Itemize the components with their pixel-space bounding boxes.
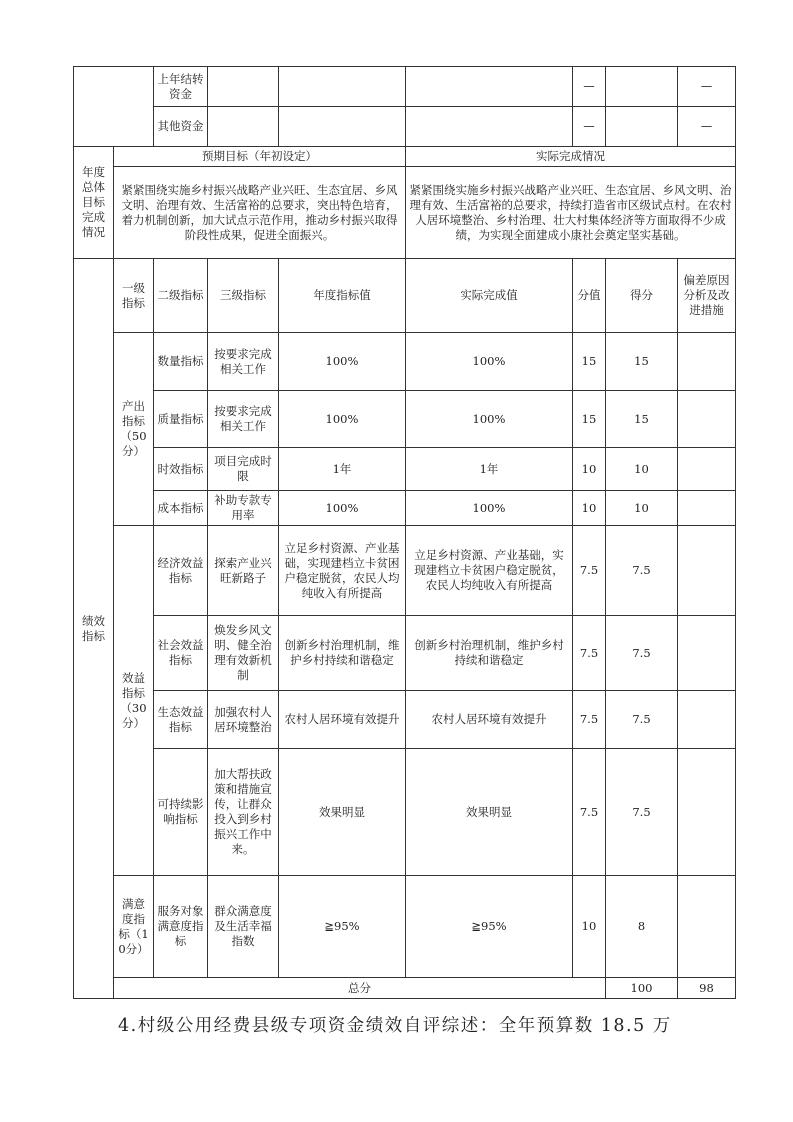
level2-cell: 服务对象满意度指标 (154, 876, 208, 978)
deviation-cell (678, 333, 736, 391)
score-cell: 7.5 (606, 526, 678, 616)
level2-cell: 质量指标 (154, 391, 208, 448)
header-actual: 实际完成值 (406, 259, 573, 333)
deviation-cell (678, 876, 736, 978)
total-label: 总分 (114, 978, 606, 999)
score-cell: 15 (606, 391, 678, 448)
table-row (74, 691, 736, 749)
level3-cell: 加大帮扶政策和措施宣传，让群众投入到乡村振兴工作中来。 (208, 749, 279, 876)
expected-goal-header: 预期目标（年初设定） (114, 147, 406, 167)
score-cell: 15 (606, 333, 678, 391)
deviation-cell (678, 691, 736, 749)
deviation-cell (678, 526, 736, 616)
level3-cell: 补助专款专用率 (208, 491, 279, 526)
score-dash: — (573, 67, 606, 107)
target-cell: ≧95% (279, 876, 406, 978)
actual-cell: 效果明显 (406, 749, 573, 876)
deviation-cell (678, 616, 736, 691)
level2-cell: 成本指标 (154, 491, 208, 526)
target-cell: 农村人居环境有效提升 (279, 691, 406, 749)
target-cell: 100% (279, 391, 406, 448)
level3-cell: 群众满意度及生活幸福指数 (208, 876, 279, 978)
weight-cell: 15 (573, 333, 606, 391)
total-weight: 100 (606, 978, 678, 999)
actual-cell: ≧95% (406, 876, 573, 978)
table-row (74, 491, 736, 526)
actual-cell: 创新乡村治理机制，维护乡村持续和谐稳定 (406, 616, 573, 691)
table-row (74, 333, 736, 391)
level3-cell: 按要求完成相关工作 (208, 333, 279, 391)
goals-content-row (74, 167, 736, 259)
empty-cell (406, 107, 573, 147)
indicator-header-row (74, 259, 736, 333)
score-cell: 7.5 (606, 616, 678, 691)
score-cell: 8 (606, 876, 678, 978)
actual-cell: 立足乡村资源、产业基础，实现建档立卡贫困户稳定脱贫，农民人均纯收入有所提高 (406, 526, 573, 616)
target-cell: 1年 (279, 448, 406, 491)
table-row (74, 448, 736, 491)
level3-cell: 焕发乡风文明、健全治理有效新机制 (208, 616, 279, 691)
score-cell: 7.5 (606, 691, 678, 749)
target-cell: 100% (279, 491, 406, 526)
actual-cell: 1年 (406, 448, 573, 491)
weight-cell: 7.5 (573, 616, 606, 691)
level2-cell: 社会效益指标 (154, 616, 208, 691)
level1-output: 产出指标（50分） (114, 333, 154, 526)
table-row (74, 391, 736, 448)
empty-cell (279, 67, 406, 107)
level2-cell: 经济效益指标 (154, 526, 208, 616)
deviation-cell (678, 749, 736, 876)
target-cell: 立足乡村资源、产业基础，实现建档立卡贫困户稳定脱贫，农民人均纯收入有所提高 (279, 526, 406, 616)
target-cell: 100% (279, 333, 406, 391)
level1-satisfaction: 满意度指标（10分） (114, 876, 154, 978)
score-dash: — (573, 107, 606, 147)
table-row (74, 749, 736, 876)
funding-row-other (74, 107, 736, 147)
empty-cell (74, 67, 154, 147)
score-cell: 7.5 (606, 749, 678, 876)
actual-goal-text: 紧紧围绕实施乡村振兴战略产业兴旺、生态宜居、乡风文明、治理有效、生活富裕的总要求，持续打造省市区级试点村。在农村人居环境整治、乡村治理、壮大村集体经济等方面取得不少成绩，为实现全面建成小康社会奠定坚实基础。 (406, 167, 736, 259)
score-cell: 10 (606, 448, 678, 491)
empty-cell (208, 107, 279, 147)
deviation-cell (678, 448, 736, 491)
empty-cell (606, 107, 678, 147)
goals-section-label: 年度总体目标完成情况 (74, 147, 114, 259)
table-row (74, 616, 736, 691)
level3-cell: 项目完成时限 (208, 448, 279, 491)
target-cell: 效果明显 (279, 749, 406, 876)
actual-cell: 100% (406, 391, 573, 448)
actual-cell: 农村人居环境有效提升 (406, 691, 573, 749)
weight-cell: 15 (573, 391, 606, 448)
header-score: 得分 (606, 259, 678, 333)
total-score: 98 (678, 978, 736, 999)
actual-cell: 100% (406, 333, 573, 391)
header-deviation: 偏差原因分析及改进措施 (678, 259, 736, 333)
empty-cell (406, 67, 573, 107)
total-row (74, 978, 736, 999)
weight-cell: 10 (573, 491, 606, 526)
weight-cell: 10 (573, 876, 606, 978)
level1-benefit: 效益指标（30分） (114, 526, 154, 876)
performance-section-label: 绩效指标 (74, 259, 114, 999)
weight-cell: 7.5 (573, 749, 606, 876)
header-target: 年度指标值 (279, 259, 406, 333)
level3-cell: 按要求完成相关工作 (208, 391, 279, 448)
header-level2: 二级指标 (154, 259, 208, 333)
header-level1: 一级指标 (114, 259, 154, 333)
deviation-dash: — (678, 107, 736, 147)
weight-cell: 7.5 (573, 691, 606, 749)
level3-cell: 探索产业兴旺新路子 (208, 526, 279, 616)
weight-cell: 7.5 (573, 526, 606, 616)
level2-cell: 可持续影响指标 (154, 749, 208, 876)
table-row (74, 526, 736, 616)
funding-label: 上年结转资金 (154, 67, 208, 107)
header-level3: 三级指标 (208, 259, 279, 333)
deviation-cell (678, 491, 736, 526)
level2-cell: 数量指标 (154, 333, 208, 391)
actual-goal-header: 实际完成情况 (406, 147, 736, 167)
empty-cell (279, 107, 406, 147)
funding-row-carryover (74, 67, 736, 107)
funding-label: 其他资金 (154, 107, 208, 147)
score-cell: 10 (606, 491, 678, 526)
level2-cell: 生态效益指标 (154, 691, 208, 749)
deviation-dash: — (678, 67, 736, 107)
header-weight: 分值 (573, 259, 606, 333)
level2-cell: 时效指标 (154, 448, 208, 491)
expected-goal-text: 紧紧围绕实施乡村振兴战略产业兴旺、生态宜居、乡风文明、治理有效、生活富裕的总要求，突出特色培育，着力机制创新，加大试点示范作用，推动乡村振兴取得阶段性成果，促进全面振兴。 (114, 167, 406, 259)
weight-cell: 10 (573, 448, 606, 491)
empty-cell (606, 67, 678, 107)
table-row (74, 876, 736, 978)
actual-cell: 100% (406, 491, 573, 526)
target-cell: 创新乡村治理机制，维护乡村持续和谐稳定 (279, 616, 406, 691)
level3-cell: 加强农村人居环境整治 (208, 691, 279, 749)
summary-paragraph: 4.村级公用经费县级专项资金绩效自评综述：全年预算数 18.5 万 (118, 1016, 672, 1036)
performance-evaluation-table (73, 66, 736, 999)
goals-header-row (74, 147, 736, 167)
deviation-cell (678, 391, 736, 448)
empty-cell (208, 67, 279, 107)
